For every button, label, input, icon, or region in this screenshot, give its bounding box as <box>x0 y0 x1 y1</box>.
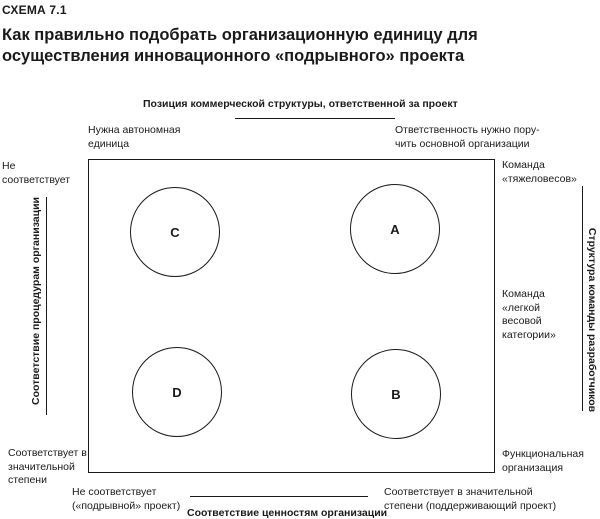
diagram-title: Как правильно подобрать организационную единицу для осуществления инновационного «подрывного» проекта <box>2 26 478 65</box>
top-axis-title: Позиция коммерческой структуры, ответственной за проект <box>143 98 458 110</box>
quadrant-a-circle <box>350 184 440 274</box>
bottom-axis-left-end: Не соответствует («подрывной» проект) <box>72 486 181 512</box>
bottom-axis-title: Соответствие ценностям организации <box>187 507 388 519</box>
quadrant-c-circle <box>130 187 220 277</box>
bottom-axis-line <box>190 496 368 497</box>
top-axis-right-end: Ответственность нужно пору-чить основной организации <box>395 124 540 150</box>
quadrant-c-label: C <box>170 224 180 240</box>
quadrant-d-circle <box>132 347 222 437</box>
left-axis-line <box>46 197 47 415</box>
quadrant-a-label: A <box>390 221 400 237</box>
right-axis-middle-label: Команда «легкой весовой категории» <box>502 288 556 341</box>
left-axis-bottom-end: Соответствует в значительной степени <box>8 447 87 486</box>
bottom-axis-right-end: Соответствует в значительной степени (поддерживающий проект) <box>384 486 557 512</box>
right-axis-top-label: Команда «тяжеловесов» <box>502 159 577 185</box>
quadrant-d-label: D <box>172 384 182 400</box>
right-axis-title: Структура команды разработчиков <box>586 227 598 413</box>
top-axis-left-end: Нужна автономная единица <box>88 124 181 150</box>
left-axis-title: Соответствие процедурам организации <box>30 197 42 405</box>
scheme-label: СХЕМА 7.1 <box>2 3 67 17</box>
quadrant-b-circle <box>351 349 441 439</box>
left-axis-top-end: Не соответствует <box>2 160 71 186</box>
quadrant-b-label: B <box>391 386 401 402</box>
top-axis-line <box>235 118 395 119</box>
right-axis-line <box>582 186 583 411</box>
right-axis-bottom-label: Функциональная организация <box>502 448 584 474</box>
